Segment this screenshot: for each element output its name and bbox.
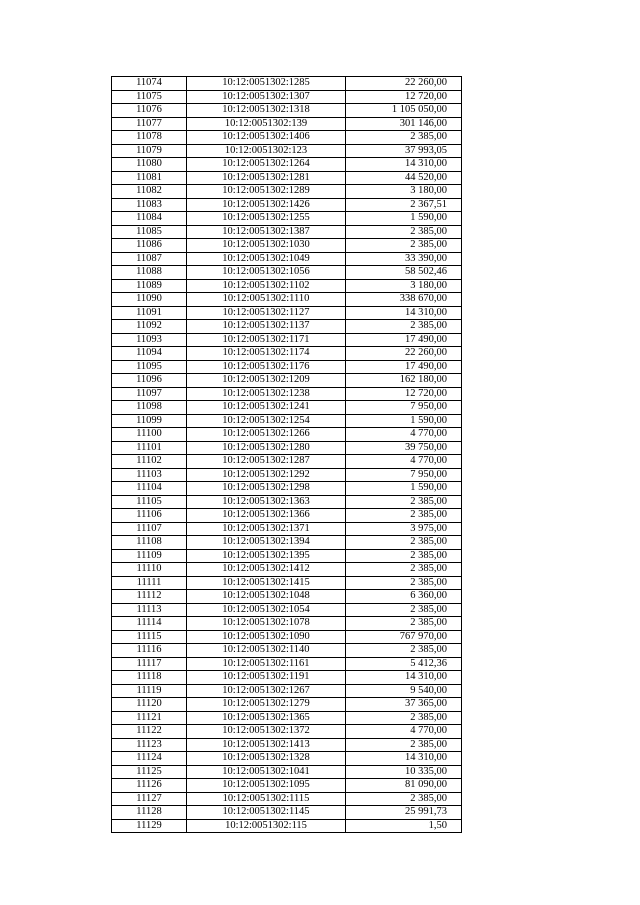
row-number-cell: 11125 xyxy=(112,765,187,779)
value-cell: 162 180,00 xyxy=(346,374,462,388)
table-row xyxy=(112,347,462,361)
cadastral-number-cell: 10:12:0051302:1415 xyxy=(187,576,346,590)
table-row xyxy=(112,198,462,212)
row-number-cell: 11076 xyxy=(112,104,187,118)
row-number-cell: 11110 xyxy=(112,563,187,577)
row-number-cell: 11096 xyxy=(112,374,187,388)
cadastral-number-cell: 10:12:0051302:1049 xyxy=(187,252,346,266)
table-row xyxy=(112,131,462,145)
cadastral-number-cell: 10:12:0051302:1371 xyxy=(187,522,346,536)
table-row xyxy=(112,792,462,806)
cadastral-number-cell: 10:12:0051302:1140 xyxy=(187,644,346,658)
cadastral-number-cell: 10:12:0051302:115 xyxy=(187,819,346,833)
row-number-cell: 11128 xyxy=(112,806,187,820)
value-cell: 33 390,00 xyxy=(346,252,462,266)
cadastral-number-cell: 10:12:0051302:1387 xyxy=(187,225,346,239)
value-cell: 1 590,00 xyxy=(346,212,462,226)
cadastral-number-cell: 10:12:0051302:1412 xyxy=(187,563,346,577)
value-cell: 2 385,00 xyxy=(346,617,462,631)
cadastral-number-cell: 10:12:0051302:1238 xyxy=(187,387,346,401)
cadastral-number-cell: 10:12:0051302:1406 xyxy=(187,131,346,145)
row-number-cell: 11124 xyxy=(112,752,187,766)
cadastral-number-cell: 10:12:0051302:1413 xyxy=(187,738,346,752)
row-number-cell: 11122 xyxy=(112,725,187,739)
table-row xyxy=(112,441,462,455)
table-row xyxy=(112,738,462,752)
cadastral-number-cell: 10:12:0051302:1281 xyxy=(187,171,346,185)
value-cell: 22 260,00 xyxy=(346,347,462,361)
row-number-cell: 11078 xyxy=(112,131,187,145)
value-cell: 2 385,00 xyxy=(346,792,462,806)
row-number-cell: 11077 xyxy=(112,117,187,131)
row-number-cell: 11101 xyxy=(112,441,187,455)
row-number-cell: 11099 xyxy=(112,414,187,428)
row-number-cell: 11107 xyxy=(112,522,187,536)
row-number-cell: 11105 xyxy=(112,495,187,509)
row-number-cell: 11075 xyxy=(112,90,187,104)
row-number-cell: 11109 xyxy=(112,549,187,563)
value-cell: 2 385,00 xyxy=(346,711,462,725)
table-row xyxy=(112,603,462,617)
table-row xyxy=(112,252,462,266)
value-cell: 3 975,00 xyxy=(346,522,462,536)
cadastral-number-cell: 10:12:0051302:1298 xyxy=(187,482,346,496)
value-cell: 37 365,00 xyxy=(346,698,462,712)
value-cell: 4 770,00 xyxy=(346,428,462,442)
cadastral-number-cell: 10:12:0051302:1279 xyxy=(187,698,346,712)
cadastral-number-cell: 10:12:0051302:1292 xyxy=(187,468,346,482)
row-number-cell: 11088 xyxy=(112,266,187,280)
table-row xyxy=(112,239,462,253)
table-row xyxy=(112,414,462,428)
cadastral-number-cell: 10:12:0051302:1078 xyxy=(187,617,346,631)
table-row xyxy=(112,779,462,793)
value-cell: 6 360,00 xyxy=(346,590,462,604)
cadastral-number-cell: 10:12:0051302:1174 xyxy=(187,347,346,361)
value-cell: 3 180,00 xyxy=(346,279,462,293)
row-number-cell: 11074 xyxy=(112,77,187,91)
row-number-cell: 11093 xyxy=(112,333,187,347)
table-row xyxy=(112,77,462,91)
cadastral-value-table xyxy=(111,76,462,833)
table-row xyxy=(112,590,462,604)
table-row xyxy=(112,212,462,226)
cadastral-number-cell: 10:12:0051302:1090 xyxy=(187,630,346,644)
row-number-cell: 11127 xyxy=(112,792,187,806)
row-number-cell: 11098 xyxy=(112,401,187,415)
cadastral-number-cell: 10:12:0051302:1318 xyxy=(187,104,346,118)
value-cell: 4 770,00 xyxy=(346,455,462,469)
cadastral-number-cell: 10:12:0051302:1264 xyxy=(187,158,346,172)
cadastral-number-cell: 10:12:0051302:1372 xyxy=(187,725,346,739)
cadastral-number-cell: 10:12:0051302:1363 xyxy=(187,495,346,509)
cadastral-number-cell: 10:12:0051302:1030 xyxy=(187,239,346,253)
value-cell: 1 105 050,00 xyxy=(346,104,462,118)
cadastral-number-cell: 10:12:0051302:1285 xyxy=(187,77,346,91)
row-number-cell: 11080 xyxy=(112,158,187,172)
cadastral-number-cell: 10:12:0051302:1102 xyxy=(187,279,346,293)
cadastral-number-cell: 10:12:0051302:1426 xyxy=(187,198,346,212)
value-cell: 14 310,00 xyxy=(346,158,462,172)
table-row xyxy=(112,711,462,725)
row-number-cell: 11108 xyxy=(112,536,187,550)
table-row xyxy=(112,171,462,185)
table-row xyxy=(112,374,462,388)
row-number-cell: 11081 xyxy=(112,171,187,185)
row-number-cell: 11097 xyxy=(112,387,187,401)
row-number-cell: 11083 xyxy=(112,198,187,212)
value-cell: 3 180,00 xyxy=(346,185,462,199)
row-number-cell: 11120 xyxy=(112,698,187,712)
value-cell: 5 412,36 xyxy=(346,657,462,671)
value-cell: 1 590,00 xyxy=(346,414,462,428)
row-number-cell: 11079 xyxy=(112,144,187,158)
row-number-cell: 11095 xyxy=(112,360,187,374)
table-row xyxy=(112,333,462,347)
table-row xyxy=(112,455,462,469)
table-row xyxy=(112,320,462,334)
value-cell: 2 385,00 xyxy=(346,644,462,658)
value-cell: 39 750,00 xyxy=(346,441,462,455)
row-number-cell: 11113 xyxy=(112,603,187,617)
row-number-cell: 11090 xyxy=(112,293,187,307)
value-cell: 2 385,00 xyxy=(346,549,462,563)
table-row xyxy=(112,657,462,671)
table-row xyxy=(112,468,462,482)
cadastral-number-cell: 10:12:0051302:1191 xyxy=(187,671,346,685)
value-cell: 44 520,00 xyxy=(346,171,462,185)
table-row xyxy=(112,725,462,739)
table-row xyxy=(112,90,462,104)
cadastral-number-cell: 10:12:0051302:1366 xyxy=(187,509,346,523)
row-number-cell: 11111 xyxy=(112,576,187,590)
table-row xyxy=(112,765,462,779)
row-number-cell: 11106 xyxy=(112,509,187,523)
row-number-cell: 11100 xyxy=(112,428,187,442)
row-number-cell: 11089 xyxy=(112,279,187,293)
cadastral-number-cell: 10:12:0051302:1115 xyxy=(187,792,346,806)
cadastral-number-cell: 10:12:0051302:1254 xyxy=(187,414,346,428)
row-number-cell: 11086 xyxy=(112,239,187,253)
value-cell: 7 950,00 xyxy=(346,401,462,415)
table-row xyxy=(112,644,462,658)
row-number-cell: 11104 xyxy=(112,482,187,496)
value-cell: 767 970,00 xyxy=(346,630,462,644)
row-number-cell: 11116 xyxy=(112,644,187,658)
table-row xyxy=(112,387,462,401)
table-row xyxy=(112,806,462,820)
table-row xyxy=(112,293,462,307)
value-cell: 12 720,00 xyxy=(346,387,462,401)
table-row xyxy=(112,819,462,833)
cadastral-number-cell: 10:12:0051302:1328 xyxy=(187,752,346,766)
row-number-cell: 11119 xyxy=(112,684,187,698)
table-row xyxy=(112,698,462,712)
value-cell: 2 385,00 xyxy=(346,225,462,239)
cadastral-number-cell: 10:12:0051302:1048 xyxy=(187,590,346,604)
cadastral-number-cell: 10:12:0051302:1267 xyxy=(187,684,346,698)
cadastral-number-cell: 10:12:0051302:1171 xyxy=(187,333,346,347)
value-cell: 2 385,00 xyxy=(346,576,462,590)
row-number-cell: 11129 xyxy=(112,819,187,833)
cadastral-number-cell: 10:12:0051302:1145 xyxy=(187,806,346,820)
row-number-cell: 11121 xyxy=(112,711,187,725)
table-row xyxy=(112,185,462,199)
row-number-cell: 11082 xyxy=(112,185,187,199)
value-cell: 14 310,00 xyxy=(346,752,462,766)
value-cell: 22 260,00 xyxy=(346,77,462,91)
value-cell: 2 385,00 xyxy=(346,738,462,752)
table-row xyxy=(112,671,462,685)
table-row xyxy=(112,536,462,550)
cadastral-number-cell: 10:12:0051302:1041 xyxy=(187,765,346,779)
cadastral-number-cell: 10:12:0051302:1307 xyxy=(187,90,346,104)
row-number-cell: 11091 xyxy=(112,306,187,320)
table-row xyxy=(112,495,462,509)
table-row xyxy=(112,617,462,631)
cadastral-number-cell: 10:12:0051302:1127 xyxy=(187,306,346,320)
row-number-cell: 11092 xyxy=(112,320,187,334)
table-row xyxy=(112,482,462,496)
table-body xyxy=(112,77,462,833)
row-number-cell: 11115 xyxy=(112,630,187,644)
value-cell: 58 502,46 xyxy=(346,266,462,280)
table-row xyxy=(112,509,462,523)
table-row xyxy=(112,401,462,415)
value-cell: 37 993,05 xyxy=(346,144,462,158)
value-cell: 14 310,00 xyxy=(346,306,462,320)
value-cell: 7 950,00 xyxy=(346,468,462,482)
cadastral-number-cell: 10:12:0051302:1209 xyxy=(187,374,346,388)
value-cell: 4 770,00 xyxy=(346,725,462,739)
table-row xyxy=(112,576,462,590)
cadastral-number-cell: 10:12:0051302:1110 xyxy=(187,293,346,307)
table-row xyxy=(112,306,462,320)
table-row xyxy=(112,117,462,131)
value-cell: 2 385,00 xyxy=(346,495,462,509)
value-cell: 81 090,00 xyxy=(346,779,462,793)
value-cell: 338 670,00 xyxy=(346,293,462,307)
value-cell: 25 991,73 xyxy=(346,806,462,820)
value-cell: 301 146,00 xyxy=(346,117,462,131)
value-cell: 12 720,00 xyxy=(346,90,462,104)
cadastral-number-cell: 10:12:0051302:1287 xyxy=(187,455,346,469)
value-cell: 9 540,00 xyxy=(346,684,462,698)
cadastral-number-cell: 10:12:0051302:1266 xyxy=(187,428,346,442)
cadastral-number-cell: 10:12:0051302:1395 xyxy=(187,549,346,563)
table-row xyxy=(112,104,462,118)
cadastral-number-cell: 10:12:0051302:1161 xyxy=(187,657,346,671)
table-row xyxy=(112,563,462,577)
row-number-cell: 11103 xyxy=(112,468,187,482)
value-cell: 2 367,51 xyxy=(346,198,462,212)
table-row xyxy=(112,158,462,172)
cadastral-number-cell: 10:12:0051302:1255 xyxy=(187,212,346,226)
table-row xyxy=(112,630,462,644)
table-row xyxy=(112,266,462,280)
row-number-cell: 11087 xyxy=(112,252,187,266)
cadastral-number-cell: 10:12:0051302:1280 xyxy=(187,441,346,455)
cadastral-number-cell: 10:12:0051302:1241 xyxy=(187,401,346,415)
row-number-cell: 11114 xyxy=(112,617,187,631)
value-cell: 17 490,00 xyxy=(346,360,462,374)
row-number-cell: 11084 xyxy=(112,212,187,226)
cadastral-number-cell: 10:12:0051302:1137 xyxy=(187,320,346,334)
table-row xyxy=(112,549,462,563)
table-row xyxy=(112,684,462,698)
row-number-cell: 11085 xyxy=(112,225,187,239)
table-row xyxy=(112,428,462,442)
value-cell: 14 310,00 xyxy=(346,671,462,685)
value-cell: 2 385,00 xyxy=(346,603,462,617)
row-number-cell: 11118 xyxy=(112,671,187,685)
row-number-cell: 11094 xyxy=(112,347,187,361)
value-cell: 17 490,00 xyxy=(346,333,462,347)
row-number-cell: 11123 xyxy=(112,738,187,752)
table-row xyxy=(112,279,462,293)
value-cell: 2 385,00 xyxy=(346,131,462,145)
cadastral-number-cell: 10:12:0051302:1056 xyxy=(187,266,346,280)
cadastral-number-cell: 10:12:0051302:1365 xyxy=(187,711,346,725)
row-number-cell: 11126 xyxy=(112,779,187,793)
value-cell: 2 385,00 xyxy=(346,239,462,253)
table-row xyxy=(112,225,462,239)
cadastral-number-cell: 10:12:0051302:139 xyxy=(187,117,346,131)
cadastral-number-cell: 10:12:0051302:1289 xyxy=(187,185,346,199)
value-cell: 2 385,00 xyxy=(346,320,462,334)
cadastral-number-cell: 10:12:0051302:123 xyxy=(187,144,346,158)
table-row xyxy=(112,752,462,766)
row-number-cell: 11117 xyxy=(112,657,187,671)
value-cell: 2 385,00 xyxy=(346,563,462,577)
value-cell: 2 385,00 xyxy=(346,509,462,523)
cadastral-number-cell: 10:12:0051302:1095 xyxy=(187,779,346,793)
table-row xyxy=(112,144,462,158)
value-cell: 2 385,00 xyxy=(346,536,462,550)
cadastral-number-cell: 10:12:0051302:1394 xyxy=(187,536,346,550)
value-cell: 1,50 xyxy=(346,819,462,833)
row-number-cell: 11102 xyxy=(112,455,187,469)
table-row xyxy=(112,522,462,536)
value-cell: 10 335,00 xyxy=(346,765,462,779)
cadastral-number-cell: 10:12:0051302:1054 xyxy=(187,603,346,617)
row-number-cell: 11112 xyxy=(112,590,187,604)
value-cell: 1 590,00 xyxy=(346,482,462,496)
cadastral-number-cell: 10:12:0051302:1176 xyxy=(187,360,346,374)
table-row xyxy=(112,360,462,374)
